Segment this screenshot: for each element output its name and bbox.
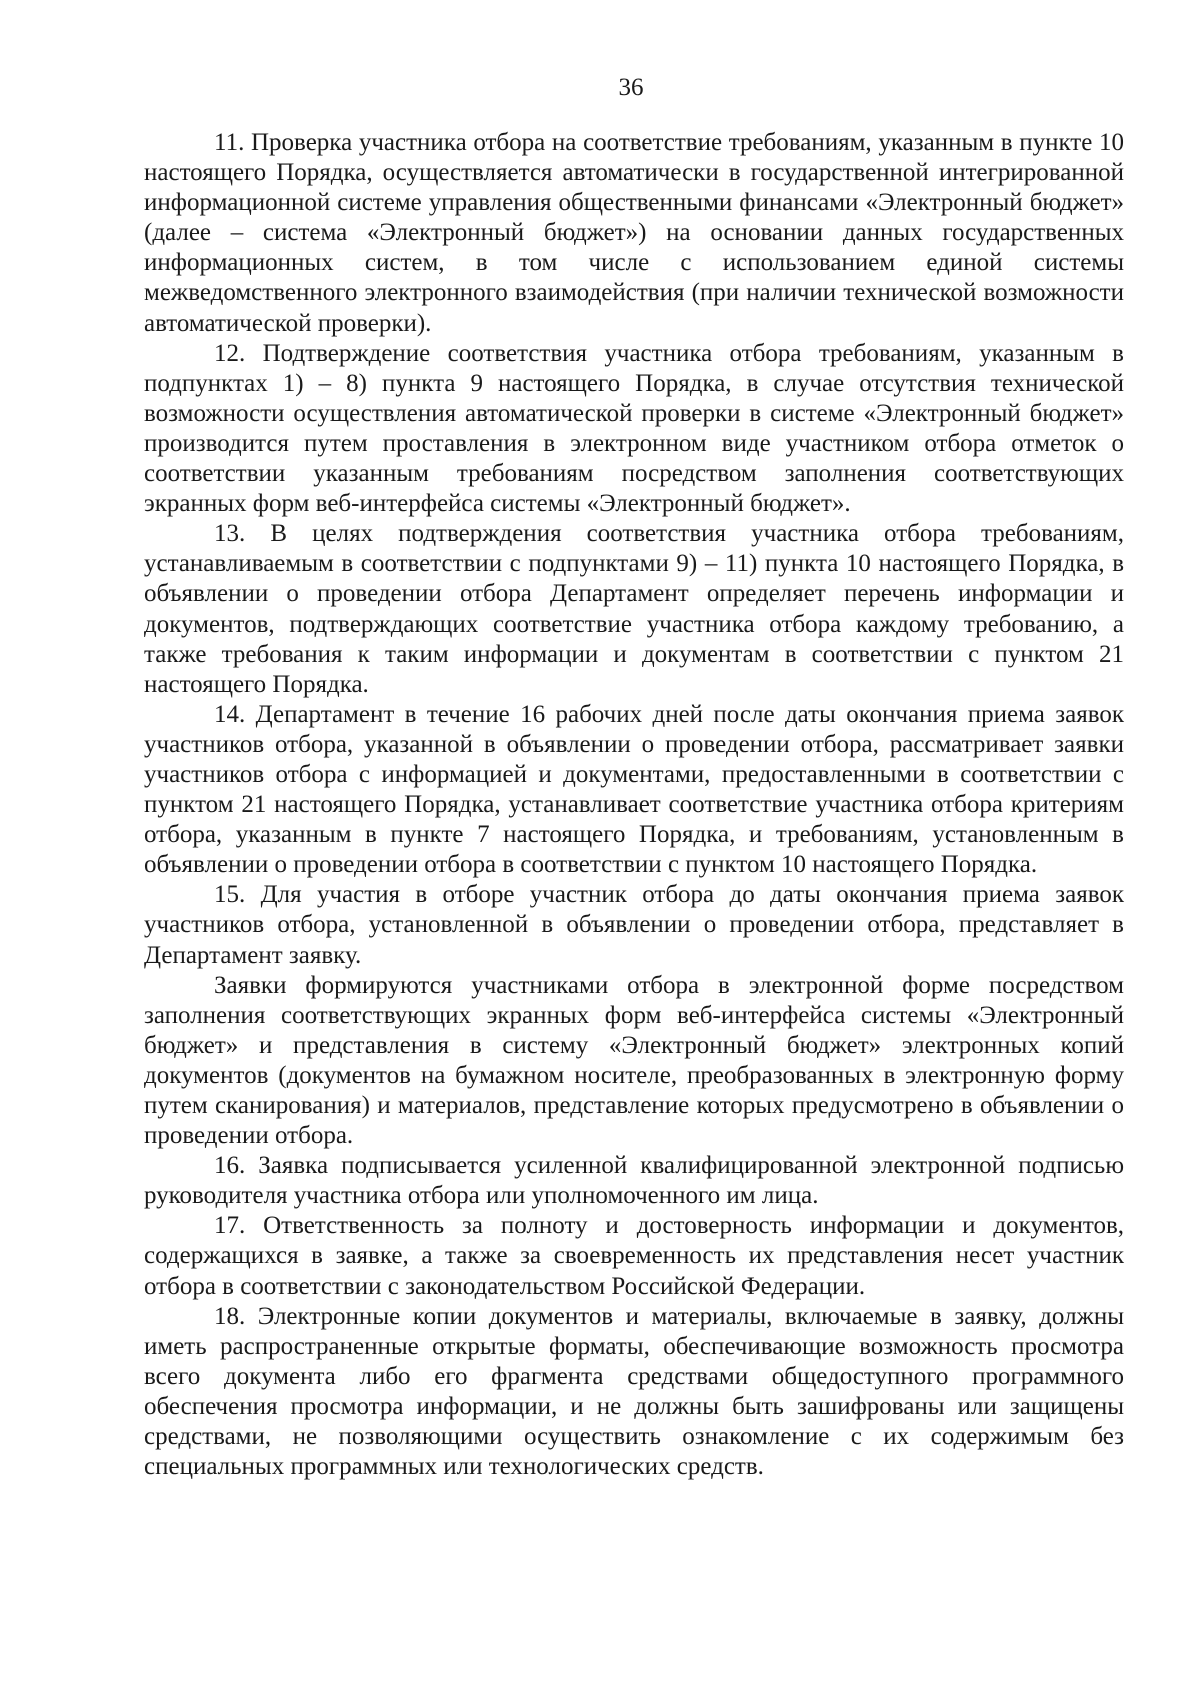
document-body bbox=[144, 128, 1124, 1482]
paragraph-15-applications: Заявки формируются участниками отбора в электронной форме посредством заполнения соответствующих экранных форм веб-интерфейса системы «Электронный бюджет» и представления в систему «Электронный бюджет» электронных копий документов (документов на бумажном носителе, преобразованных в электронную форму путем сканирования) и материалов, представление которых предусмотрено в объявлении о проведении отбора. bbox=[144, 971, 1124, 1150]
page-number: 36 bbox=[618, 74, 644, 101]
paragraph-12: 12. Подтверждение соответствия участника отбора требованиям, указанным в подпунктах 1) – 8) пункта 9 настоящего Порядка, в случае отсутствия технической возможности осуществления автоматической проверки в системе «Электронный бюджет» производится путем проставления в электронном виде участником отбора отметок о соответствии указанным требованиям посредством заполнения соответствующих экранных форм веб-интерфейса системы «Электронный бюджет». bbox=[144, 339, 1124, 518]
paragraph-18: 18. Электронные копии документов и материалы, включаемые в заявку, должны иметь распространенные открытые форматы, обеспечивающие возможность просмотра всего документа либо его фрагмента средствами общедоступного программного обеспечения просмотра информации, и не должны быть зашифрованы или защищены средствами, не позволяющими осуществить ознакомление с их содержимым без специальных программных или технологических средств. bbox=[144, 1302, 1124, 1481]
paragraph-13: 13. В целях подтверждения соответствия участника отбора требованиям, устанавливаемым в соответствии с подпунктами 9) – 11) пункта 10 настоящего Порядка, в объявлении о проведении отбора Департамент определяет перечень информации и документов, подтверждающих соответствие участника отбора каждому требованию, а также требования к таким информации и документам в соответствии с пунктом 21 настоящего Порядка. bbox=[144, 520, 1124, 698]
paragraph-16: 16. Заявка подписывается усиленной квалифицированной электронной подписью руководителя участника отбора или уполномоченного им лица. bbox=[144, 1152, 1124, 1210]
paragraph-15: 15. Для участия в отборе участник отбора до даты окончания приема заявок участников отбора, установленной в объявлении о проведении отбора, представляет в Департамент заявку. bbox=[144, 881, 1124, 969]
paragraph-11: 11. Проверка участника отбора на соответствие требованиям, указанным в пункте 10 настоящего Порядка, осуществляется автоматически в государственной интегрированной информационной системе управления общественными финансами «Электронный бюджет» (далее – система «Электронный бюджет») на основании данных государственных информационных систем, в том числе с использованием единой системы межведомственного электронного взаимодействия (при наличии технической возможности автоматической проверки). bbox=[144, 129, 1124, 337]
paragraph-14: 14. Департамент в течение 16 рабочих дней после даты окончания приема заявок участников отбора, указанной в объявлении о проведении отбора, рассматривает заявки участников отбора с информацией и документами, предоставленными в соответствии с пунктом 21 настоящего Порядка, устанавливает соответствие участника отбора критериям отбора, указанным в пункте 7 настоящего Порядка, и требованиям, установленным в объявлении о проведении отбора в соответствии с пунктом 10 настоящего Порядка. bbox=[144, 700, 1124, 879]
paragraph-17: 17. Ответственность за полноту и достоверность информации и документов, содержащихся в заявке, а также за своевременность их представления несет участник отбора в соответствии с законодательством Российской Федерации. bbox=[144, 1212, 1124, 1300]
